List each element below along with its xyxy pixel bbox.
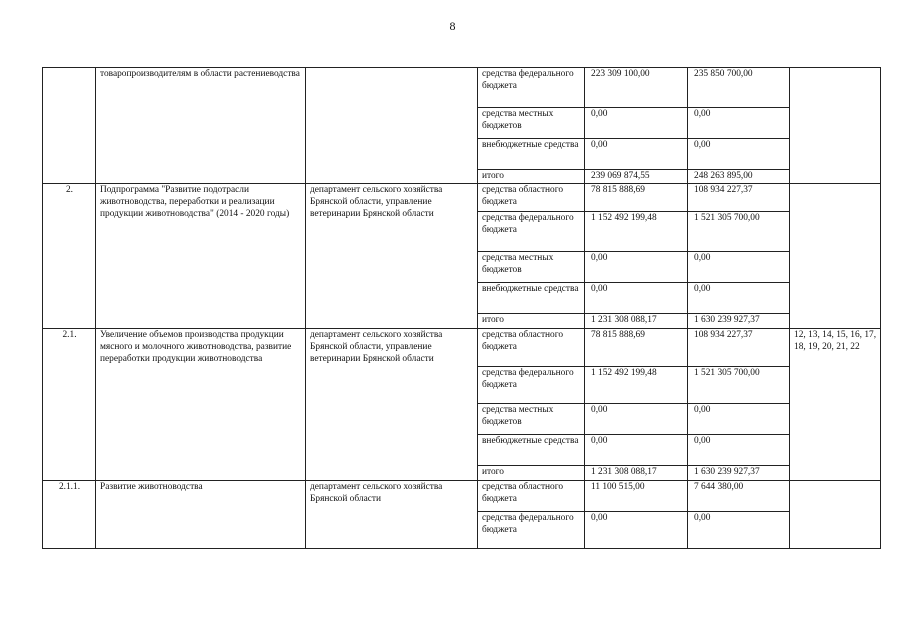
funding-source: средства местных бюджетов — [478, 252, 585, 283]
amount-year-1: 239 069 874,55 — [585, 170, 688, 184]
item-number — [43, 68, 96, 184]
amount-year-1: 0,00 — [585, 512, 688, 549]
amount-year-2: 0,00 — [688, 283, 790, 314]
amount-year-2: 0,00 — [688, 139, 790, 170]
amount-year-1: 1 152 492 199,48 — [585, 212, 688, 252]
amount-year-2: 248 263 895,00 — [688, 170, 790, 184]
funding-source: средства местных бюджетов — [478, 404, 585, 435]
funding-source: средства федерального бюджета — [478, 367, 585, 404]
amount-year-2: 0,00 — [688, 108, 790, 139]
responsible-department — [306, 68, 478, 184]
funding-source-total: итого — [478, 314, 585, 329]
responsible-department: департамент сельского хозяйства Брянской области — [306, 481, 478, 549]
table-row — [43, 329, 881, 367]
funding-source-total: итого — [478, 170, 585, 184]
amount-year-2: 0,00 — [688, 435, 790, 466]
amount-year-1: 0,00 — [585, 252, 688, 283]
table-row — [43, 481, 881, 512]
amount-year-1: 1 231 308 088,17 — [585, 314, 688, 329]
funding-source: средства областного бюджета — [478, 329, 585, 367]
funding-source: средства местных бюджетов — [478, 108, 585, 139]
target-indicators — [790, 68, 881, 184]
funding-source: средства областного бюджета — [478, 481, 585, 512]
amount-year-1: 11 100 515,00 — [585, 481, 688, 512]
funding-source: внебюджетные средства — [478, 435, 585, 466]
item-name: товаропроизводителям в области растениеводства — [96, 68, 306, 184]
target-indicators — [790, 481, 881, 549]
funding-source: средства федерального бюджета — [478, 68, 585, 108]
amount-year-1: 223 309 100,00 — [585, 68, 688, 108]
amount-year-2: 7 644 380,00 — [688, 481, 790, 512]
funding-source: внебюджетные средства — [478, 139, 585, 170]
amount-year-1: 1 231 308 088,17 — [585, 466, 688, 481]
page-number: 8 — [449, 19, 456, 33]
amount-year-2: 1 630 239 927,37 — [688, 314, 790, 329]
funding-source: средства федерального бюджета — [478, 512, 585, 549]
amount-year-1: 78 815 888,69 — [585, 329, 688, 367]
amount-year-2: 0,00 — [688, 252, 790, 283]
amount-year-1: 0,00 — [585, 139, 688, 170]
funding-source-total: итого — [478, 466, 585, 481]
amount-year-1: 0,00 — [585, 108, 688, 139]
amount-year-2: 1 521 305 700,00 — [688, 212, 790, 252]
funding-source: внебюджетные средства — [478, 283, 585, 314]
amount-year-1: 1 152 492 199,48 — [585, 367, 688, 404]
amount-year-2: 108 934 227,37 — [688, 329, 790, 367]
amount-year-2: 1 521 305 700,00 — [688, 367, 790, 404]
table-row — [43, 68, 881, 108]
amount-year-2: 0,00 — [688, 404, 790, 435]
amount-year-1: 78 815 888,69 — [585, 184, 688, 212]
target-indicators — [790, 184, 881, 329]
item-name: Увеличение объемов производства продукции мясного и молочного животноводства, развитие переработки продукции животноводства — [96, 329, 306, 481]
amount-year-2: 1 630 239 927,37 — [688, 466, 790, 481]
program-funding-table — [42, 67, 881, 549]
table-row — [43, 184, 881, 212]
item-name: Подпрограмма "Развитие подотрасли животноводства, переработки и реализации продукции животноводства" (2014 - 2020 годы) — [96, 184, 306, 329]
amount-year-1: 0,00 — [585, 435, 688, 466]
item-number: 2.1.1. — [43, 481, 96, 549]
amount-year-2: 0,00 — [688, 512, 790, 549]
item-number: 2.1. — [43, 329, 96, 481]
amount-year-1: 0,00 — [585, 283, 688, 314]
amount-year-2: 108 934 227,37 — [688, 184, 790, 212]
funding-source: средства областного бюджета — [478, 184, 585, 212]
amount-year-2: 235 850 700,00 — [688, 68, 790, 108]
amount-year-1: 0,00 — [585, 404, 688, 435]
item-number: 2. — [43, 184, 96, 329]
item-name: Развитие животноводства — [96, 481, 306, 549]
funding-source: средства федерального бюджета — [478, 212, 585, 252]
responsible-department: департамент сельского хозяйства Брянской области, управление ветеринарии Брянской области — [306, 184, 478, 329]
responsible-department: департамент сельского хозяйства Брянской области, управление ветеринарии Брянской области — [306, 329, 478, 481]
target-indicators: 12, 13, 14, 15, 16, 17, 18, 19, 20, 21, 22 — [790, 329, 881, 481]
